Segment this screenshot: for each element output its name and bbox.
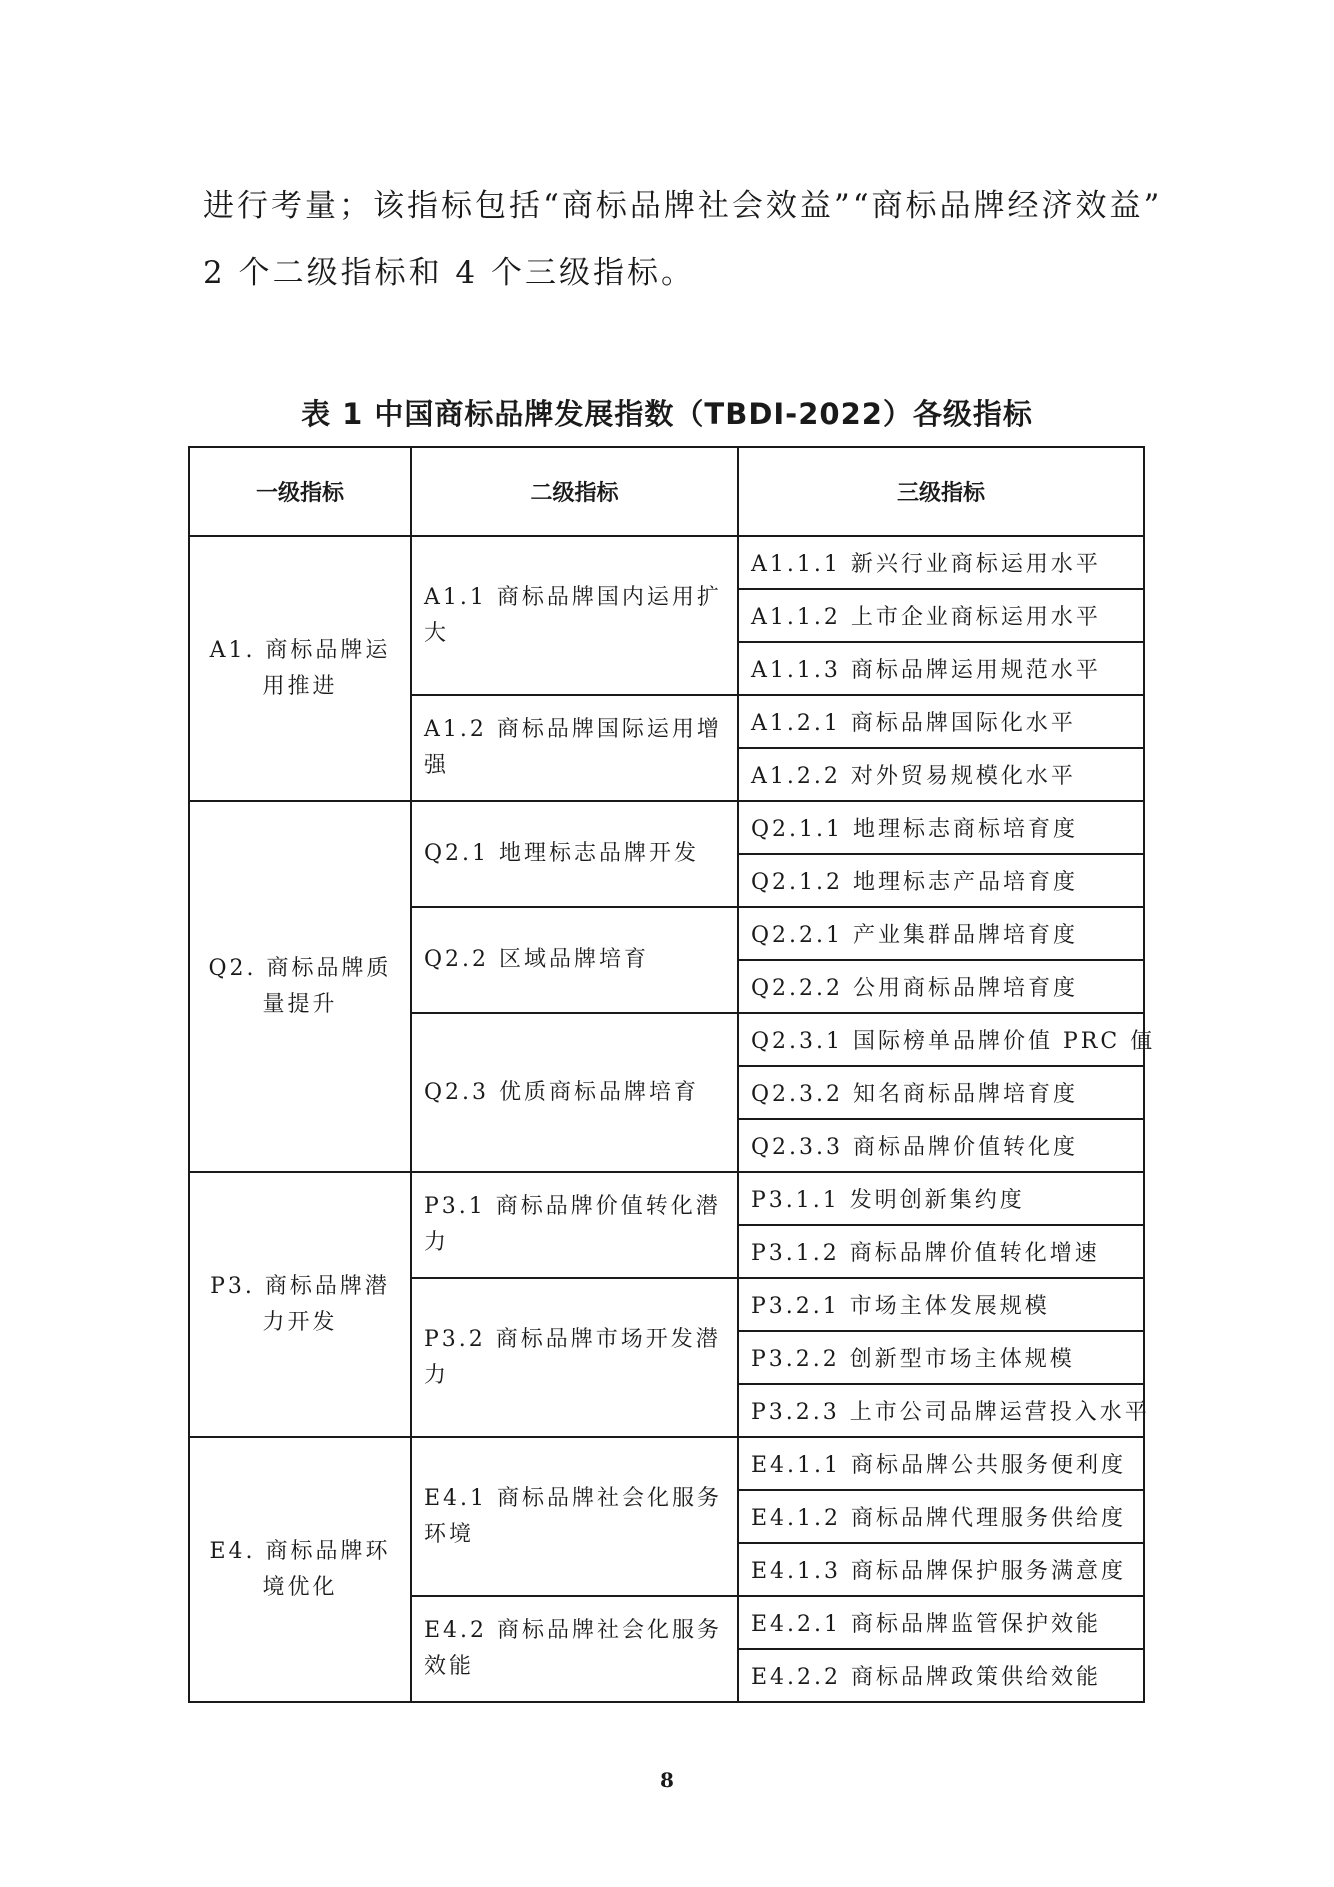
level3-cell: P3.1.2 商标品牌价值转化增速 (738, 1225, 1144, 1278)
header-level3: 三级指标 (738, 447, 1144, 536)
indicator-table (188, 446, 1156, 1703)
level3-cell: A1.1.3 商标品牌运用规范水平 (738, 642, 1144, 695)
level2-cell: Q2.1 地理标志品牌开发 (411, 801, 738, 907)
level2-cell: P3.1 商标品牌价值转化潜力 (411, 1172, 738, 1278)
level1-cell: P3. 商标品牌潜力开发 (189, 1172, 411, 1437)
level3-cell: P3.2.1 市场主体发展规模 (738, 1278, 1144, 1331)
level1-cell: E4. 商标品牌环境优化 (189, 1437, 411, 1702)
table-row (189, 1172, 1144, 1225)
level3-cell: E4.2.1 商标品牌监管保护效能 (738, 1596, 1144, 1649)
header-level2: 二级指标 (411, 447, 738, 536)
level2-cell: E4.2 商标品牌社会化服务效能 (411, 1596, 738, 1702)
level3-cell: Q2.3.2 知名商标品牌培育度 (738, 1066, 1144, 1119)
level2-cell: Q2.2 区域品牌培育 (411, 907, 738, 1013)
level3-cell: P3.1.1 发明创新集约度 (738, 1172, 1144, 1225)
level3-cell: Q2.2.1 产业集群品牌培育度 (738, 907, 1144, 960)
level3-cell: Q2.1.2 地理标志产品培育度 (738, 854, 1144, 907)
level3-cell: A1.1.2 上市企业商标运用水平 (738, 589, 1144, 642)
level3-cell: Q2.3.3 商标品牌价值转化度 (738, 1119, 1144, 1172)
table-header-row (189, 447, 1144, 536)
level2-cell: P3.2 商标品牌市场开发潜力 (411, 1278, 738, 1437)
level3-cell: E4.1.1 商标品牌公共服务便利度 (738, 1437, 1144, 1490)
level3-cell: P3.2.2 创新型市场主体规模 (738, 1331, 1144, 1384)
paragraph-line-1: 进行考量；该指标包括“商标品牌社会效益”“商标品牌经济效益” (203, 188, 1163, 224)
level3-cell: E4.1.3 商标品牌保护服务满意度 (738, 1543, 1144, 1596)
level2-cell: A1.2 商标品牌国际运用增强 (411, 695, 738, 801)
table-title: 表 1 中国商标品牌发展指数（TBDI-2022）各级指标 (301, 397, 1033, 431)
level3-cell: A1.1.1 新兴行业商标运用水平 (738, 536, 1144, 589)
paragraph-line-2: 2 个二级指标和 4 个三级指标。 (203, 255, 696, 291)
level3-cell: Q2.1.1 地理标志商标培育度 (738, 801, 1144, 854)
page-number: 8 (660, 1768, 674, 1792)
level2-cell: Q2.3 优质商标品牌培育 (411, 1013, 738, 1172)
table-row (189, 801, 1144, 854)
table-row (189, 536, 1144, 589)
header-level1: 一级指标 (189, 447, 411, 536)
level1-cell: Q2. 商标品牌质量提升 (189, 801, 411, 1172)
level3-cell: E4.1.2 商标品牌代理服务供给度 (738, 1490, 1144, 1543)
level3-cell: A1.2.2 对外贸易规模化水平 (738, 748, 1144, 801)
level3-cell: A1.2.1 商标品牌国际化水平 (738, 695, 1144, 748)
level3-cell: P3.2.3 上市公司品牌运营投入水平 (738, 1384, 1144, 1437)
level3-cell: Q2.2.2 公用商标品牌培育度 (738, 960, 1144, 1013)
level3-cell: Q2.3.1 国际榜单品牌价值 PRC 值 (738, 1013, 1144, 1066)
level2-cell: A1.1 商标品牌国内运用扩大 (411, 536, 738, 695)
level1-cell: A1. 商标品牌运用推进 (189, 536, 411, 801)
level2-cell: E4.1 商标品牌社会化服务环境 (411, 1437, 738, 1596)
table-row (189, 1437, 1144, 1490)
level3-cell: E4.2.2 商标品牌政策供给效能 (738, 1649, 1144, 1702)
